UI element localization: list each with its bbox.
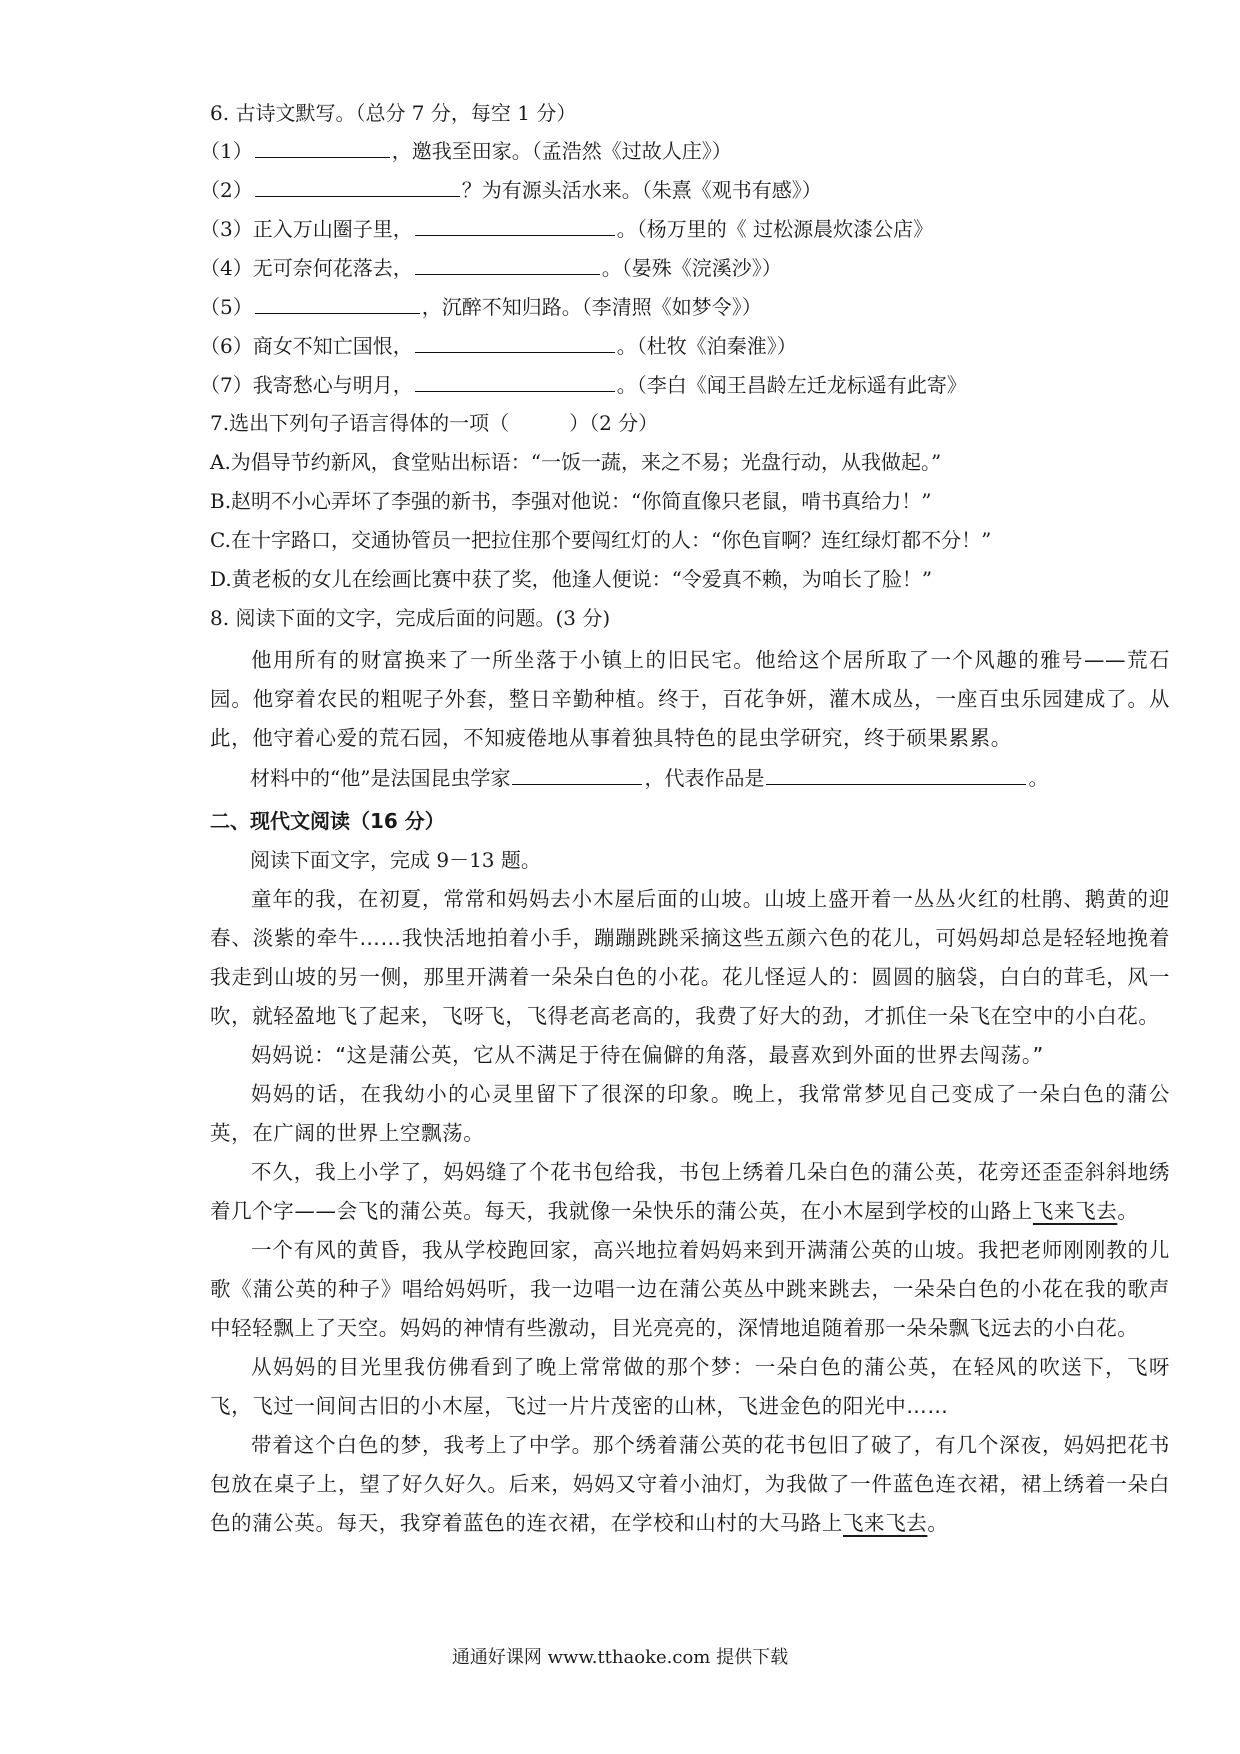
q7-option-b: B.赵明不小心弄坏了李强的新书，李强对他说：“你简直像只老鼠，啃书真给力！” bbox=[210, 489, 932, 513]
reading-passage bbox=[210, 880, 1170, 1543]
q6-item-6-blank[interactable] bbox=[415, 330, 615, 353]
q8-blank-work[interactable] bbox=[766, 762, 1026, 785]
q6-item-2-blank[interactable] bbox=[255, 174, 460, 197]
q6-item-7-pre: （7）我寄愁心与明月， bbox=[200, 373, 413, 397]
q6-item-3-post: 。（杨万里的《 过松源晨炊漆公店》 bbox=[616, 217, 934, 241]
q6-item-6 bbox=[200, 330, 797, 361]
passage-para-7-end: 。 bbox=[927, 1511, 949, 1535]
q7-option-a: A.为倡导节约新风，食堂贴出标语：“一饭一蔬，来之不易；光盘行动，从我做起。” bbox=[210, 450, 942, 474]
passage-para-7 bbox=[210, 1426, 1170, 1543]
q8-question-pre: 材料中的“他”是法国昆虫学家 bbox=[250, 766, 511, 790]
q8-passage bbox=[210, 641, 1170, 758]
passage-para-2: 妈妈说：“这是蒲公英，它从不满足于待在偏僻的角落，最喜欢到外面的世界去闯荡。” bbox=[251, 1043, 1044, 1067]
section-2-heading: 二、现代文阅读（16 分） bbox=[210, 809, 445, 833]
passage-para-7-text: 带着这个白色的梦，我考上了中学。那个绣着蒲公英的花书包旧了破了，有几个深夜，妈妈把花书包放在桌子上，望了好久好久。后来，妈妈又守着小油灯，为我做了一件蓝色连衣裙，裙上绣着一朵白色的蒲公英。每天，我穿着蓝色的连衣裙，在学校和山村的大马路上 bbox=[210, 1433, 1170, 1535]
q6-item-2-post: ？为有源头活水来。（朱熹《观书有感》） bbox=[461, 178, 822, 202]
q6-item-1-post: ，邀我至田家。（孟浩然《过故人庄》） bbox=[391, 139, 732, 163]
q6-item-1 bbox=[200, 135, 732, 166]
underlined-phrase-2: 飞来飞去 bbox=[843, 1511, 928, 1535]
q6-item-5-pre: （5） bbox=[200, 295, 253, 319]
q6-item-3-blank[interactable] bbox=[415, 213, 615, 236]
q6-item-3 bbox=[200, 213, 933, 244]
q6-item-6-pre: （6）商女不知亡国恨， bbox=[200, 334, 413, 358]
q6-item-5-post: ，沉醉不知归路。（李清照《如梦令》） bbox=[421, 295, 762, 319]
q6-item-2 bbox=[200, 174, 822, 205]
q6-item-5 bbox=[200, 291, 762, 322]
q6-item-7 bbox=[200, 369, 967, 400]
q6-item-4-pre: （4）无可奈何花落去， bbox=[200, 256, 413, 280]
q6-item-5-blank[interactable] bbox=[255, 291, 420, 314]
underlined-phrase-1: 飞来飞去 bbox=[1032, 1199, 1118, 1223]
passage-para-1: 童年的我，在初夏，常常和妈妈去小木屋后面的山坡。山坡上盛开着一丛丛火红的杜鹃、鹅黄的迎春、淡紫的牵牛……我快活地拍着小手，蹦蹦跳跳采摘这些五颜六色的花儿，可妈妈却总是轻轻地挽着我走到山坡的另一侧，那里开满着一朵朵白色的小花。花儿怪逗人的：圆圆的脑袋，白白的茸毛，风一吹，就轻盈地飞了起来，飞呀飞，飞得老高老高的，我费了好大的劲，才抓住一朵飞在空中的小白花。 bbox=[210, 887, 1170, 1028]
q6-item-4-post: 。（晏殊《浣溪沙》） bbox=[601, 256, 782, 280]
q6-item-4-blank[interactable] bbox=[415, 252, 600, 275]
passage-para-4 bbox=[210, 1153, 1170, 1231]
passage-para-6: 从妈妈的目光里我仿佛看到了晚上常常做的那个梦：一朵白色的蒲公英，在轻风的吹送下，飞呀飞，飞过一间间古旧的小木屋，飞过一片片茂密的山林，飞进金色的阳光中…… bbox=[210, 1355, 1170, 1418]
passage-para-4-end: 。 bbox=[1117, 1199, 1139, 1223]
q7-title: 7.选出下列句子语言得体的一项（ ）（2 分） bbox=[210, 411, 659, 435]
q6-title: 6. 古诗文默写。（总分 7 分，每空 1 分） bbox=[210, 101, 577, 125]
passage-para-3: 妈妈的话，在我幼小的心灵里留下了很深的印象。晚上，我常常梦见自己变成了一朵白色的蒲公英，在广阔的世界上空飘荡。 bbox=[210, 1082, 1170, 1145]
page-footer: 通通好课网 www.tthaoke.com 提供下载 bbox=[451, 1647, 789, 1668]
passage-para-4-text: 不久，我上小学了，妈妈缝了个花书包给我，书包上绣着几朵白色的蒲公英，花旁还歪歪斜斜地绣着几个字——会飞的蒲公英。每天，我就像一朵快乐的蒲公英，在小木屋到学校的山路上 bbox=[210, 1160, 1170, 1223]
q6-item-6-post: 。（杜牧《泊秦淮》） bbox=[616, 334, 797, 358]
q7-option-c: C.在十字路口，交通协管员一把拉住那个要闯红灯的人：“你色盲啊？连红绿灯都不分！” bbox=[210, 528, 992, 552]
q8-question-mid: ，代表作品是 bbox=[644, 766, 765, 790]
q8-blank-scientist[interactable] bbox=[512, 762, 642, 785]
q6-item-2-pre: （2） bbox=[200, 178, 253, 202]
q8-title: 8. 阅读下面的文字，完成后面的问题。(3 分) bbox=[210, 606, 611, 630]
q8-question-post: 。 bbox=[1028, 766, 1049, 790]
passage-para-5: 一个有风的黄昏，我从学校跑回家，高兴地拉着妈妈来到开满蒲公英的山坡。我把老师刚刚教的儿歌《蒲公英的种子》唱给妈妈听，我一边唱一边在蒲公英丛中跳来跳去，一朵朵白色的小花在我的歌声中轻轻飘上了天空。妈妈的神情有些激动，目光亮亮的，深情地追随着那一朵朵飘飞远去的小白花。 bbox=[210, 1238, 1170, 1340]
q6-item-1-pre: （1） bbox=[200, 139, 253, 163]
q6-item-4 bbox=[200, 252, 782, 283]
q6-item-7-post: 。（李白《闻王昌龄左迁龙标遥有此寄》 bbox=[616, 373, 967, 397]
q6-item-1-blank[interactable] bbox=[255, 135, 390, 158]
section-2-intro: 阅读下面文字，完成 9－13 题。 bbox=[250, 848, 541, 872]
q8-passage-text: 他用所有的财富换来了一所坐落于小镇上的旧民宅。他给这个居所取了一个风趣的雅号——荒石园。他穿着农民的粗呢子外套，整日辛勤种植。终于，百花争妍，灌木成丛，一座百虫乐园建成了。从此，他守着心爱的荒石园，不知疲倦地从事着独具特色的昆虫学研究，终于硕果累累。 bbox=[210, 648, 1170, 750]
q8-question bbox=[250, 762, 1048, 793]
q6-item-7-blank[interactable] bbox=[415, 369, 615, 392]
q7-option-d: D.黄老板的女儿在绘画比赛中获了奖，他逢人便说：“令爱真不赖，为咱长了脸！” bbox=[210, 567, 933, 591]
q6-item-3-pre: （3）正入万山圈子里， bbox=[200, 217, 413, 241]
